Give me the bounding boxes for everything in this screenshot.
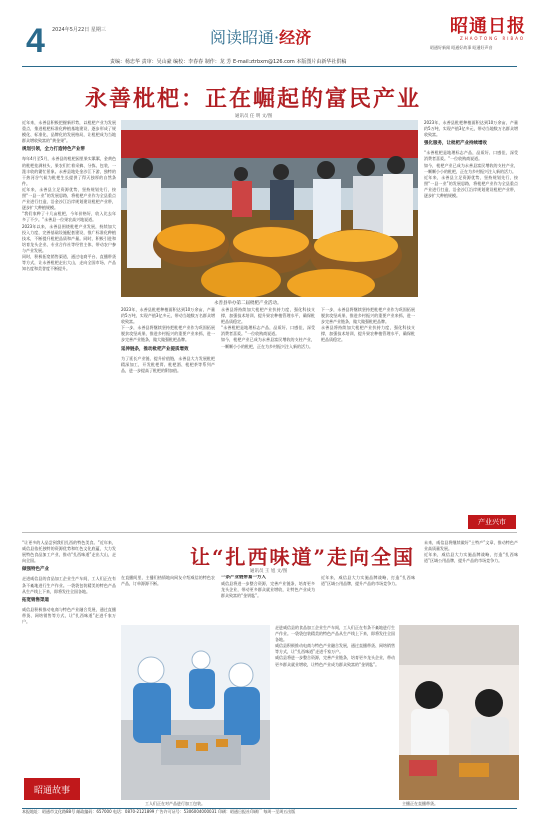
article1-photo-caption: 永善县举办第二届枇杷产业活动。 <box>214 301 282 306</box>
article1-column-4 <box>321 307 415 529</box>
food-processing-photo <box>121 625 270 800</box>
industry-tag: 产业兴市 <box>468 515 516 529</box>
section-emphasis: 经济 <box>279 28 312 47</box>
livestream-photo <box>399 625 519 800</box>
article-divider <box>22 532 517 533</box>
article1-subheading-1: 规划引领，全力打造特色产业带 <box>22 147 85 153</box>
loquat-fair-photo <box>121 120 418 297</box>
story-logo-text: 昭通故事 <box>33 786 71 796</box>
article1-column-5 <box>424 120 518 510</box>
article1-paragraph: 2023年，永善县枇杷种植面积达到10万余亩，产量约5万吨，实现产值3亿多元，带动当地数万名群众增收致富。 <box>424 120 518 138</box>
page-number: 4 <box>26 22 45 60</box>
article2-intro: “让更多的人品尝到我们扎西的特色美食。”近年来，威信县依托独特的资源优势和红色文化底蕴，大力发展特色食品加工产业，推动“扎西味道”走出大山，走向全国。 <box>22 540 116 564</box>
section-label: 阅读昭通· <box>210 28 280 47</box>
article2-subheading-3: 一条产业链带富一方人 <box>221 575 266 580</box>
masthead-latin: ZHAOTONG RIBAO <box>460 36 526 41</box>
article1-paragraph: 下一步，永善县将继续坚持把枇杷产业作为巩固拓展脱贫攻坚成果、推进乡村振兴的重要产业来抓，进一步完善产业链条，做大做强枇杷品牌。 <box>121 325 215 343</box>
article1-column-3 <box>221 307 315 529</box>
article1-paragraph: “我们家种了十几亩枇杷，今年价格好，收入比去年多了不少。”永善县一位果农高兴地说道。 <box>22 211 116 223</box>
article1-paragraph: 为了延长产业链、提升价值链，永善县大力发展枇杷精深加工，开发枇杷膏、枇杷酒、枇杷茶等系列产品，进一步提高了枇杷的附加值。 <box>121 355 215 373</box>
article2-paragraph: 威信县积极推动电商与特色产业融合发展，通过直播带货、网络销售等方式，让“扎西味道”走进千家万户。 <box>22 606 116 625</box>
article1-paragraph: 近年来，永善县立足资源优势，坚持规划先行，按照“一县一业”的发展思路，将枇杷产业作为全县重点产业进行打造，沿金沙江沿岸规划建设枇杷产业带，逐步扩大种植规模。 <box>424 174 518 199</box>
article2-byline: 通讯员 王 旭 文/图 <box>250 569 288 574</box>
article2-paragraph: 走进威信县的食品加工企业生产车间，工人们正在有条不紊地进行生产作业。一袋袋包装精美的特色产品从生产线上下来，即将发往全国各地。 <box>275 625 395 643</box>
article2-paragraph: 威信县将进一步整合资源，完善产业链条，培育更多龙头企业，带动更多群众就业增收，让特色产业成为群众致富的“金钥匙”。 <box>221 581 315 599</box>
article2-paragraph: 近年来，威信县大力实施品牌战略，打造“扎西味道”区域公用品牌，提升产品的市场竞争力。 <box>321 575 415 587</box>
article2-column-5 <box>424 540 518 623</box>
article1-subheading-3: 强化服务，让枇杷产业持续增收 <box>424 141 487 147</box>
article2-subheading-1: 做强特色产业 <box>22 567 49 573</box>
article2-paragraph: 威信县积极推动电商与特色产业融合发展，通过直播带货、网络销售等方式，让“扎西味道”走进千家万户。 <box>275 643 395 655</box>
editors-line: 责编：杨忠华 责审：吴山豪 编校：李春春 制作：龙 芳 E-mail:ztrbxm@126.com 本版图片由新华社供稿 <box>110 59 347 65</box>
footer-info: 本报地址：昭通市文化路88号 邮政编码：657000 电话：0870-2121899 广告许可证号：5306004000031 印刷：昭通日报社印刷厂 每周一至周五出版 <box>22 809 296 814</box>
masthead-slogan: 昭通好新闻 昭通好故事 昭通好声音 <box>430 45 493 50</box>
article2-paragraph: 近年来，威信县大力实施品牌战略，打造“扎西味道”区域公用品牌，提升产品的市场竞争力。 <box>424 552 518 564</box>
article1-paragraph: 2023年以来，永善县围绕枇杷产业发展，持续加大投入力度，完善基础设施配套建设，推广标准化种植技术，不断提升枇杷品质和产量。同时，积极引进和培育龙头企业、专业合作社等经营主体，带动农户参与产业发展。 <box>22 223 116 253</box>
story-logo-graphic <box>24 778 80 800</box>
article2-column-6 <box>275 625 395 800</box>
article1-photo <box>121 120 418 297</box>
article1-intro: 近年来，永善县积极把握新形势，以枇杷产业为发展重点，推进枇杷标准化种植基地建设，逐步形成了规模化、标准化、品牌化的发展格局，让枇杷成为当地群众增收致富的“黄金果”。 <box>22 120 116 144</box>
article2-paragraph: 走进威信县的食品加工企业生产车间，工人们正在有条不紊地进行生产作业。一袋袋包装精美的特色产品从生产线上下来，即将发往全国各地。 <box>22 576 116 594</box>
section-title <box>210 25 311 48</box>
article2-subheading-2: 拓宽销售渠道 <box>22 597 49 603</box>
article2-paragraph: 未来，威信县将继续做好“土特产”文章，推动特色产业高质量发展。 <box>424 540 518 552</box>
article1-paragraph: 下一步，永善县将继续坚持把枇杷产业作为巩固拓展脱贫攻坚成果、推进乡村振兴的重要产业来抓，进一步完善产业链条，做大做强枇杷品牌。 <box>321 307 415 325</box>
article2-column-3 <box>221 575 315 623</box>
article1-column-1 <box>22 120 116 530</box>
article2-photo-livestream <box>399 625 519 800</box>
article1-byline: 通讯员 任 明 文/图 <box>235 114 273 119</box>
article1-paragraph: “永善枇杷是地理标志产品，品质好、口感佳，深受消费者喜爱。”一位收购商说道。 <box>424 150 518 162</box>
article1-headline: 永善枇杷：正在崛起的富民产业 <box>85 86 422 112</box>
article1-column-2 <box>121 307 215 529</box>
article2-photo-workers <box>121 625 270 800</box>
article1-paragraph: 如今，枇杷产业已成为永善县富民增收的支柱产业，一颗颗小小的枇杷，正在为乡村振兴注入新的活力。 <box>424 162 518 174</box>
article1-subheading-2: 延伸链条，推动枇杷产业提质增效 <box>121 346 189 352</box>
article2-column-4 <box>321 575 415 623</box>
article1-paragraph: 每年4月至5月，永善县的枇杷园里果实累累，金黄色的枇杷挂满枝头，果农们忙着采摘、分拣、包装，一派丰收的繁忙景象。永善县地处金沙江下游，独特的干热河谷气候为枇杷生长提供了得天独厚的自然条件。 <box>22 156 116 186</box>
article1-paragraph: 永善县将持续加大枇杷产业扶持力度，强化科技支撑，加强技术培训，提升果农种植管理水平，确保枇杷品质稳定。 <box>221 307 315 325</box>
article2-paragraph: 威信县将进一步整合资源，完善产业链条，培育更多龙头企业，带动更多群众就业增收，让特色产业成为群众致富的“金钥匙”。 <box>275 655 395 667</box>
article1-paragraph: 如今，枇杷产业已成为永善县富民增收的支柱产业，一颗颗小小的枇杷，正在为乡村振兴注入新的活力。 <box>221 337 315 349</box>
article1-paragraph: 同时，积极拓宽销售渠道，通过电商平台、直播带货等方式，让永善枇杷走出大山，走向全国市场，产品知名度和美誉度不断提升。 <box>22 253 116 272</box>
zhaotong-story-logo <box>24 778 80 800</box>
article2-photo-caption-left: 工人们正在对产品进行加工包装。 <box>145 801 205 806</box>
article1-paragraph: 永善县将持续加大枇杷产业扶持力度，强化科技支撑，加强技术培训，提升果农种植管理水平，确保枇杷品质稳定。 <box>321 325 415 343</box>
article2-headline: 让“扎西味道”走向全国 <box>190 545 416 569</box>
issue-date: 2024年5月22日 星期三 <box>52 27 106 33</box>
masthead: 昭通日报 <box>450 16 526 37</box>
article1-paragraph: “永善枇杷是地理标志产品，品质好、口感佳，深受消费者喜爱。”一位收购商说道。 <box>221 325 315 337</box>
article2-photo-caption-right: 主播正在直播带货。 <box>402 801 438 806</box>
article2-paragraph: 在直播间里，主播们热情地向网友介绍威信的特色农产品，订单源源不断。 <box>121 575 215 587</box>
article2-column-2 <box>121 575 215 623</box>
article1-paragraph: 近年来，永善县立足资源优势，坚持规划先行，按照“一县一业”的发展思路，将枇杷产业作为全县重点产业进行打造，沿金沙江沿岸规划建设枇杷产业带，逐步扩大种植规模。 <box>22 186 116 211</box>
article2-column-1 <box>22 540 116 772</box>
article1-paragraph: 2023年，永善县枇杷种植面积达到10万余亩，产量约5万吨，实现产值3亿多元，带动当地数万名群众增收致富。 <box>121 307 215 325</box>
header-divider <box>22 66 517 67</box>
